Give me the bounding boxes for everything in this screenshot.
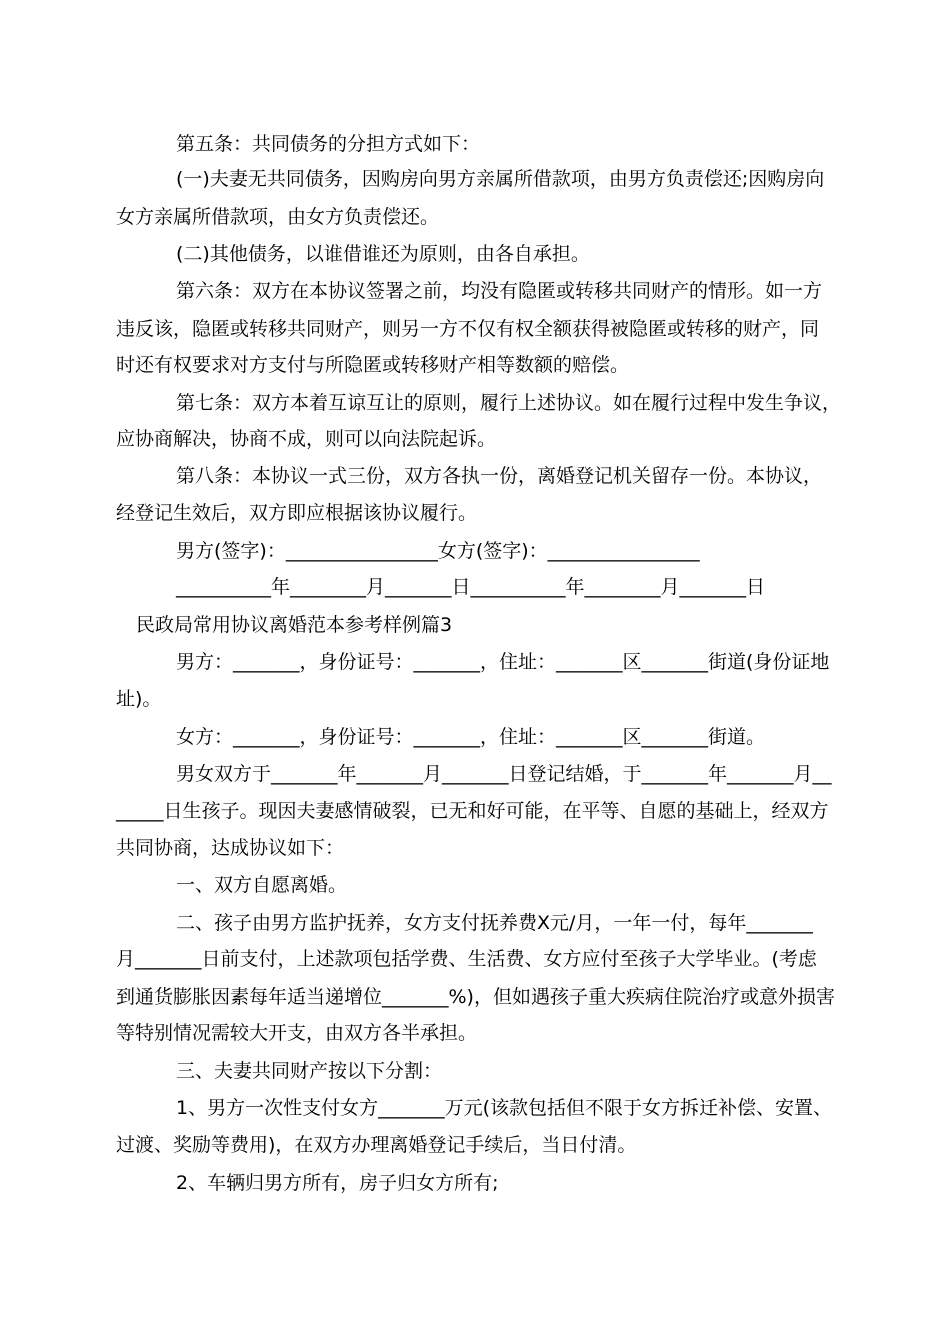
text-line: 第七条：双方本着互谅互让的原则，履行上述协议。如在履行过程中发生争议， xyxy=(176,392,842,414)
text-line: 一、双方自愿离婚。 xyxy=(176,874,348,896)
text-line: 2、车辆归男方所有，房子归女方所有; xyxy=(176,1172,499,1194)
text-line: 第八条：本协议一式三份，双方各执一份，离婚登记机关留存一份。本协议， xyxy=(176,465,823,487)
text-line: (二)其他债务，以谁借谁还为原则，由各自承担。 xyxy=(176,243,590,265)
signature-line: 男方(签字)：________________女方(签字)：________________ xyxy=(176,540,700,562)
text-line: 应协商解决，协商不成，则可以向法院起诉。 xyxy=(116,428,497,450)
text-line: 男方：_______，身份证号：_______，住址：_______区_______街道(身份证地 xyxy=(176,651,830,673)
text-line: 时还有权要求对方支付与所隐匿或转移财产相等数额的赔偿。 xyxy=(116,354,630,376)
text-line: (一)夫妻无共同债务，因购房向男方亲属所借款项，由男方负责偿还;因购房向 xyxy=(176,168,825,190)
text-line: 第五条：共同债务的分担方式如下： xyxy=(176,133,481,155)
text-line: 女方亲属所借款项，由女方负责偿还。 xyxy=(116,206,440,228)
text-line: 第六条：双方在本协议签署之前，均没有隐匿或转移共同财产的情形。如一方 xyxy=(176,280,823,302)
section-heading: 民政局常用协议离婚范本参考样例篇3 xyxy=(136,614,453,636)
text-line: 共同协商，达成协议如下： xyxy=(116,837,345,859)
text-line: 三、夫妻共同财产按以下分割： xyxy=(176,1060,443,1082)
text-line: 违反该，隐匿或转移共同财产，则另一方不仅有权全额获得被隐匿或转移的财产，同 xyxy=(116,318,820,340)
text-line: 1、男方一次性支付女方_______万元(该款包括但不限于女方拆迁补偿、安置、 xyxy=(176,1097,833,1119)
text-line: 男女双方于_______年_______月_______日登记结婚，于_______年_______月__ xyxy=(176,763,832,785)
date-line: __________年________月_______日__________年________月_______日 xyxy=(176,576,766,598)
text-line: _____日生孩子。现因夫妻感情破裂，已无和好可能，在平等、自愿的基础上，经双方 xyxy=(116,800,829,822)
text-line: 女方：_______，身份证号：_______，住址：_______区_______街道。 xyxy=(176,726,766,748)
text-line: 到通货膨胀因素每年适当递增位_______%)，但如遇孩子重大疾病住院治疗或意外损害 xyxy=(116,986,835,1008)
text-line: 址)。 xyxy=(116,688,162,710)
text-line: 等特别情况需较大开支，由双方各半承担。 xyxy=(116,1022,478,1044)
text-line: 经登记生效后，双方即应根据该协议履行。 xyxy=(116,502,478,524)
text-line: 月_______日前支付，上述款项包括学费、生活费、女方应付至孩子大学毕业。(考虑 xyxy=(116,948,817,970)
text-line: 二、孩子由男方监护抚养，女方支付抚养费X元/月，一年一付，每年_______ xyxy=(176,912,813,934)
text-line: 过渡、奖励等费用)，在双方办理离婚登记手续后，当日付清。 xyxy=(116,1134,637,1156)
